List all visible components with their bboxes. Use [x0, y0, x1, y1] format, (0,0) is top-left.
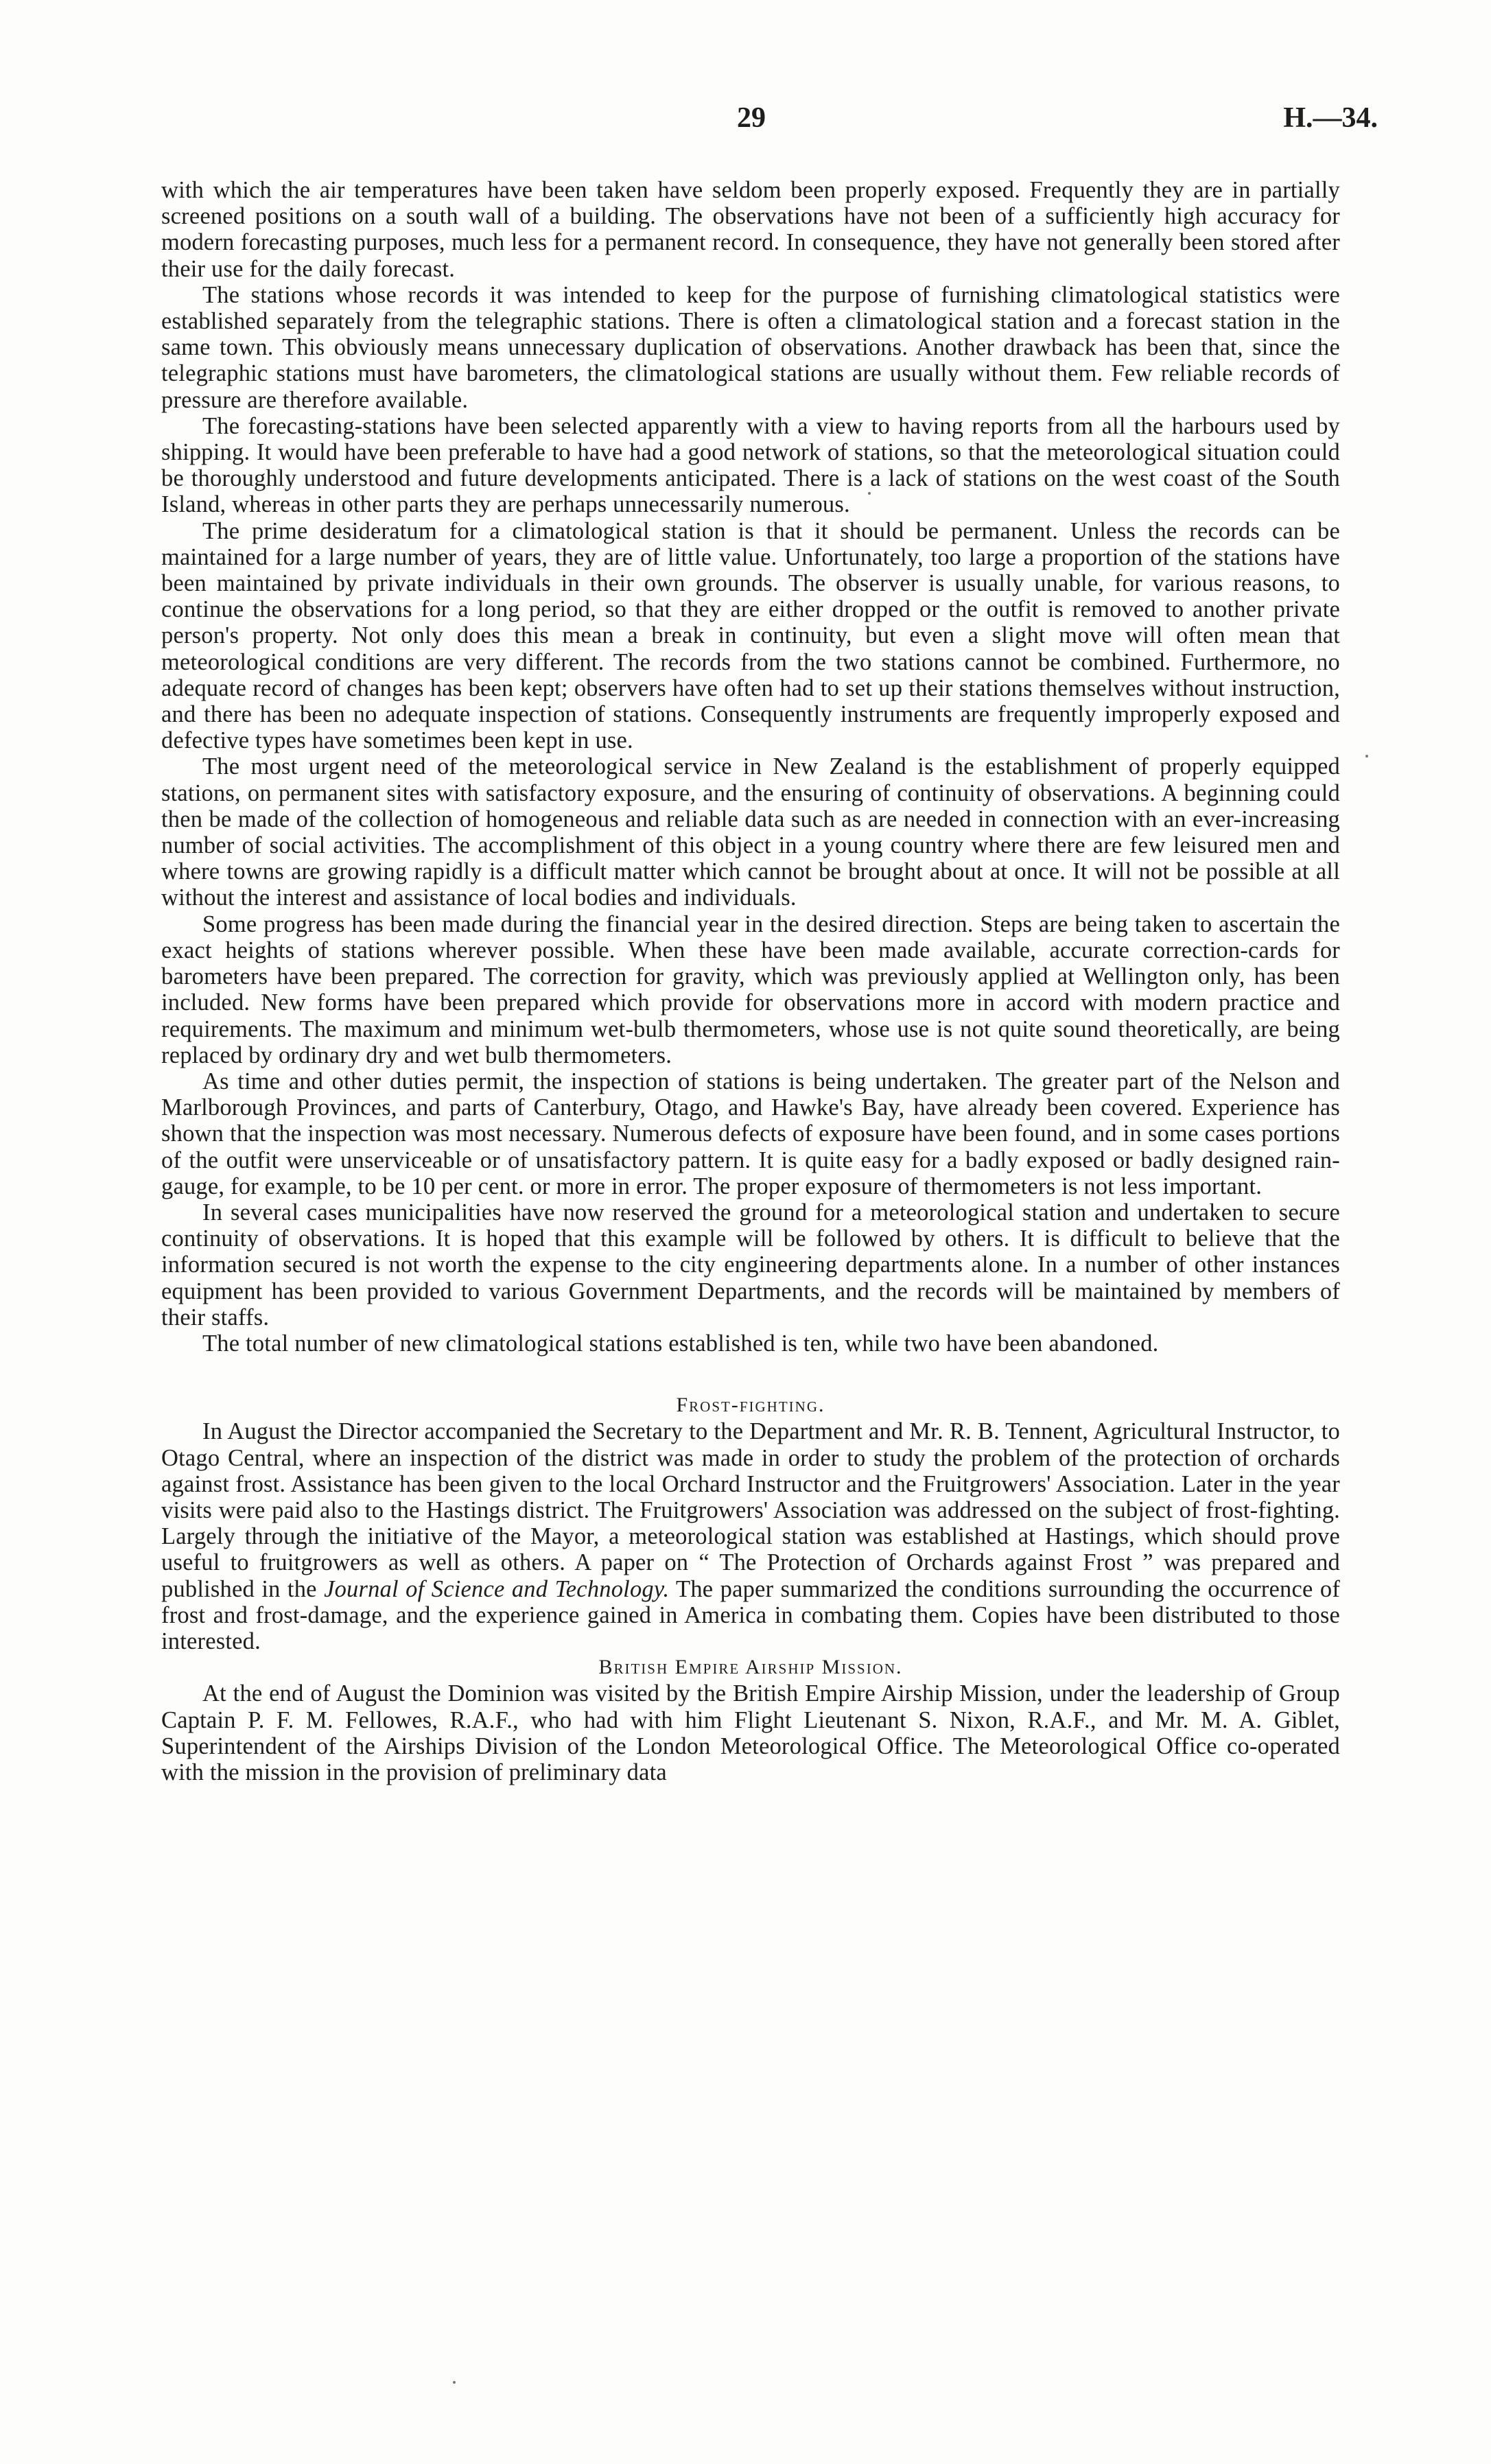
scan-speck: [868, 492, 871, 495]
paragraph-text: The paper summarized the conditions surrounding the occurrence of frost and frost-damage, and the experience gained in America in combating them. Copies have been distributed to those interested.: [161, 1575, 1341, 1654]
paragraph: The total number of new climatological stations established is ten, while two have been abandoned.: [202, 1330, 1159, 1357]
journal-title: Journal of Science and Technology.: [324, 1575, 670, 1602]
frost-fighting-paragraph: [161, 1418, 1340, 1654]
body-text: [161, 177, 1340, 1785]
airship-mission-paragraph: At the end of August the Dominion was visited by the British Empire Airship Mission, under the leadership of Group Captain P. F. M. Fellowes, R.A.F., who had with him Flight Lieutenant S. Nixon, R.A.F., and Mr. M. A. Giblet, Superintendent of the Airships Division of the London Meteorological Office. The Meteorological Office co-operated with the mission in the provision of preliminary data: [161, 1680, 1340, 1785]
paragraph: Some progress has been made during the financial year in the desired direction. Steps are being taken to ascertain the exact heights of stations wherever possible. When these have been made available, accurate correction-cards for barometers have been prepared. The correction for gravity, which was previously applied at Wellington only, has been included. New forms have been prepared which provide for observations more in accord with modern practice and requirements. The maximum and minimum wet-bulb thermometers, whose use is not quite sound theoretically, are being replaced by ordinary dry and wet bulb thermometers.: [161, 911, 1340, 1068]
paragraph: The most urgent need of the meteorological service in New Zealand is the establishment of properly equipped stations, on permanent sites with satisfactory exposure, and the ensuring of continuity of observations. A beginning could then be made of the collection of homogeneous and reliable data such as are needed in connection with an ever-increasing number of social activities. The accomplishment of this object in a young country where there are few leisured men and where towns are growing rapidly is a difficult matter which cannot be brought about at once. It will not be possible at all without the interest and assistance of local bodies and individuals.: [161, 753, 1340, 911]
paragraph: The prime desideratum for a climatological station is that it should be permanent. Unless the records can be maintained for a large number of years, they are of little value. Unfortunately, too large a proportion of the stations have been maintained by private individuals in their own grounds. The observer is usually unable, for various reasons, to continue the observations for a long period, so that they are either dropped or the outfit is removed to another private person's property. Not only does this mean a break in continuity, but even a slight move will often mean that meteorological conditions are very different. The records from the two stations cannot be combined. Furthermore, no adequate record of changes has been kept; observers have often had to set up their stations themselves without instruction, and there has been no adequate inspection of stations. Consequently instruments are frequently improperly exposed and defective types have sometimes been kept in use.: [161, 517, 1340, 754]
section-heading-frost-fighting: Frost-fighting.: [676, 1394, 825, 1417]
paragraph: In several cases municipalities have now reserved the ground for a meteorological station and undertaken to secure continuity of observations. It is hoped that this example will be followed by others. It is difficult to believe that the information secured is not worth the expense to the city engineering departments alone. In a number of other instances equipment has been provided to various Government Departments, and the records will be maintained by members of their staffs.: [161, 1199, 1340, 1330]
page-header: [0, 102, 1491, 143]
document-reference: H.—34.: [1283, 102, 1378, 134]
paragraph: As time and other duties permit, the inspection of stations is being undertaken. The greater part of the Nelson and Marlborough Provinces, and parts of Canterbury, Otago, and Hawke's Bay, have already been covered. Experience has shown that the inspection was most necessary. Numerous defects of exposure have been found, and in some cases portions of the outfit were unserviceable or of unsatisfactory pattern. It is quite easy for a badly exposed or badly designed rain-gauge, for example, to be 10 per cent. or more in error. The proper exposure of thermometers is not less important.: [161, 1068, 1340, 1199]
paragraph: The forecasting-stations have been selected apparently with a view to having reports from all the harbours used by shipping. It would have been preferable to have had a good network of stations, so that the meteorological situation could be thoroughly understood and future developments anticipated. There is a lack of stations on the west coast of the South Island, whereas in other parts they are perhaps unnecessarily numerous.: [161, 412, 1340, 518]
paragraph: The stations whose records it was intended to keep for the purpose of furnishing climatological statistics were established separately from the telegraphic stations. There is often a climatological station and a forecast station in the same town. This obviously means unnecessary duplication of observations. Another drawback has been that, since the telegraphic stations must have barometers, the climatological stations are usually without them. Few reliable records of pressure are therefore available.: [161, 281, 1340, 413]
page-number: 29: [737, 102, 766, 134]
section-heading-airship-mission: British Empire Airship Mission.: [598, 1656, 903, 1679]
scan-speck: [453, 2381, 456, 2384]
scan-speck: [1365, 755, 1368, 758]
paragraph: with which the air temperatures have been taken have seldom been properly exposed. Frequently they are in partially screened positions on a south wall of a building. The observations have not been of a sufficiently high accuracy for modern forecasting purposes, much less for a permanent record. In consequence, they have not generally been stored after their use for the daily forecast.: [161, 177, 1340, 282]
paragraph-text: In August the Director accompanied the Secretary to the Department and Mr. R. B. Tennent, Agricultural Instructor, to Otago Central, where an inspection of the district was made in order to study the problem of the protection of orchards against frost. Assistance has been given to the local Orchard Instructor and the Fruitgrowers' Association. Later in the year visits were paid also to the Hastings district. The Fruitgrowers' Association was addressed on the subject of frost-fighting. Largely through the initiative of the Mayor, a meteorological station was established at Hastings, which should prove useful to fruitgrowers as well as others. A paper on “ The Protection of Orchards against Frost ” was prepared and published in the: [161, 1418, 1340, 1602]
